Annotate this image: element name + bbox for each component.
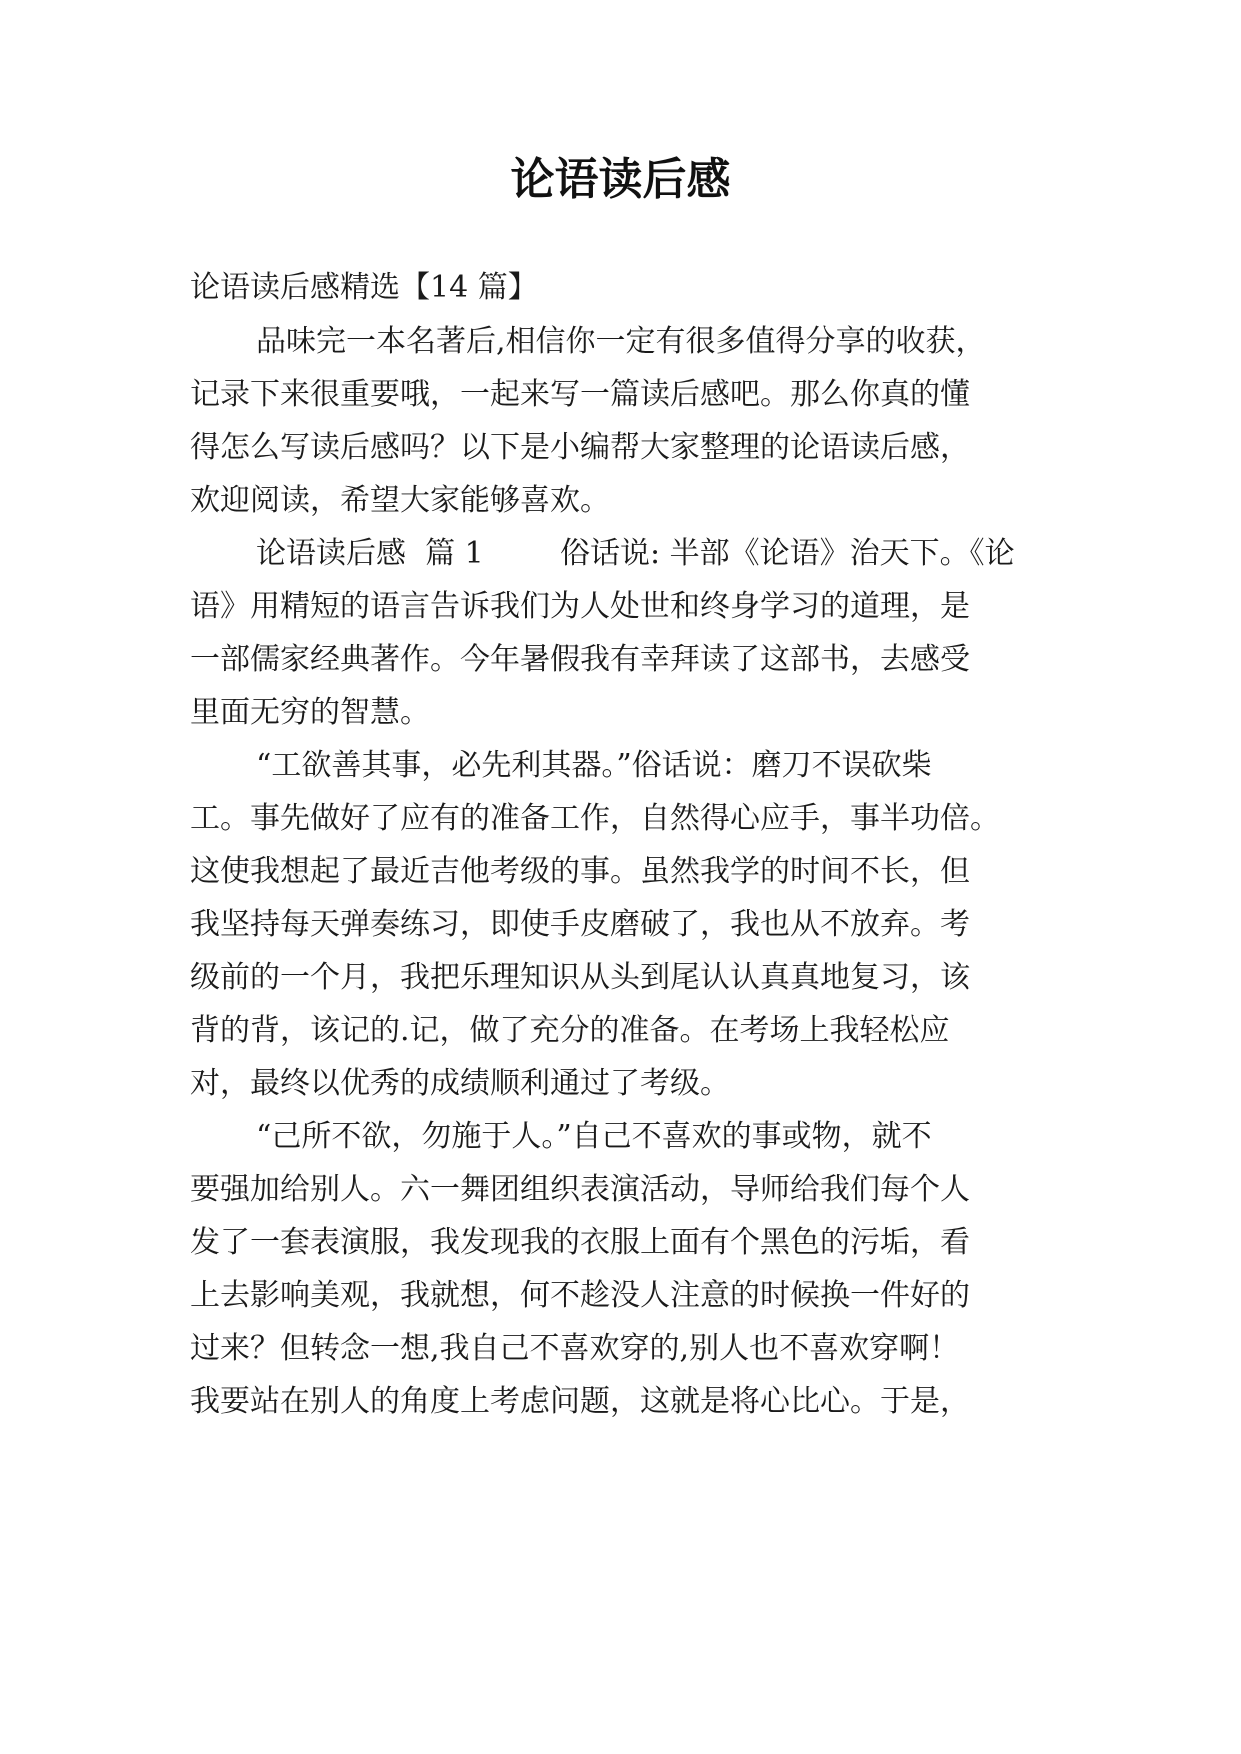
- text-line: 得怎么写读后感吗？以下是小编帮大家整理的论语读后感，: [190, 430, 970, 465]
- text-line: “工欲善其事，必先利其器。”俗话说：磨刀不误砍柴: [256, 748, 932, 783]
- text-line: 一部儒家经典著作。今年暑假我有幸拜读了这部书，去感受: [190, 642, 970, 677]
- text-line: 工。事先做好了应有的准备工作，自然得心应手，事半功倍。: [190, 801, 1000, 836]
- text-line: 语》用精短的语言告诉我们为人处世和终身学习的道理，是: [190, 589, 970, 624]
- text-line: 发了一套表演服，我发现我的衣服上面有个黑色的污垢，看: [190, 1225, 970, 1260]
- text-line: 品味完一本名著后,相信你一定有很多值得分享的收获，: [256, 324, 986, 359]
- text-line: 背的背，该记的.记，做了充分的准备。在考场上我轻松应: [190, 1013, 950, 1048]
- text-line: 论语读后感 篇 1 俗话说: 半部《论语》治天下。《论: [256, 536, 1015, 571]
- text-line: 过来？但转念一想,我自己不喜欢穿的,别人也不喜欢穿啊！: [190, 1331, 960, 1366]
- text-line: 欢迎阅读，希望大家能够喜欢。: [190, 483, 610, 518]
- text-line: 上去影响美观，我就想，何不趁没人注意的时候换一件好的: [190, 1278, 970, 1313]
- text-line: “己所不欲，勿施于人。”自己不喜欢的事或物，就不: [256, 1119, 932, 1154]
- text-line: 我坚持每天弹奏练习，即使手皮磨破了，我也从不放弃。考: [190, 907, 970, 942]
- text-line: 这使我想起了最近吉他考级的事。虽然我学的时间不长，但: [190, 854, 970, 889]
- text-line: 记录下来很重要哦，一起来写一篇读后感吧。那么你真的懂: [190, 377, 970, 412]
- document-title: 论语读后感: [510, 154, 731, 205]
- text-line: 我要站在别人的角度上考虑问题，这就是将心比心。于是，: [190, 1384, 970, 1419]
- text-line: 级前的一个月，我把乐理知识从头到尾认认真真地复习，该: [190, 960, 970, 995]
- text-line: 要强加给别人。六一舞团组织表演活动，导师给我们每个人: [190, 1172, 970, 1207]
- document-subtitle: 论语读后感精选【14 篇】: [190, 270, 538, 305]
- text-line: 对，最终以优秀的成绩顺利通过了考级。: [190, 1066, 730, 1101]
- text-line: 里面无穷的智慧。: [190, 695, 430, 730]
